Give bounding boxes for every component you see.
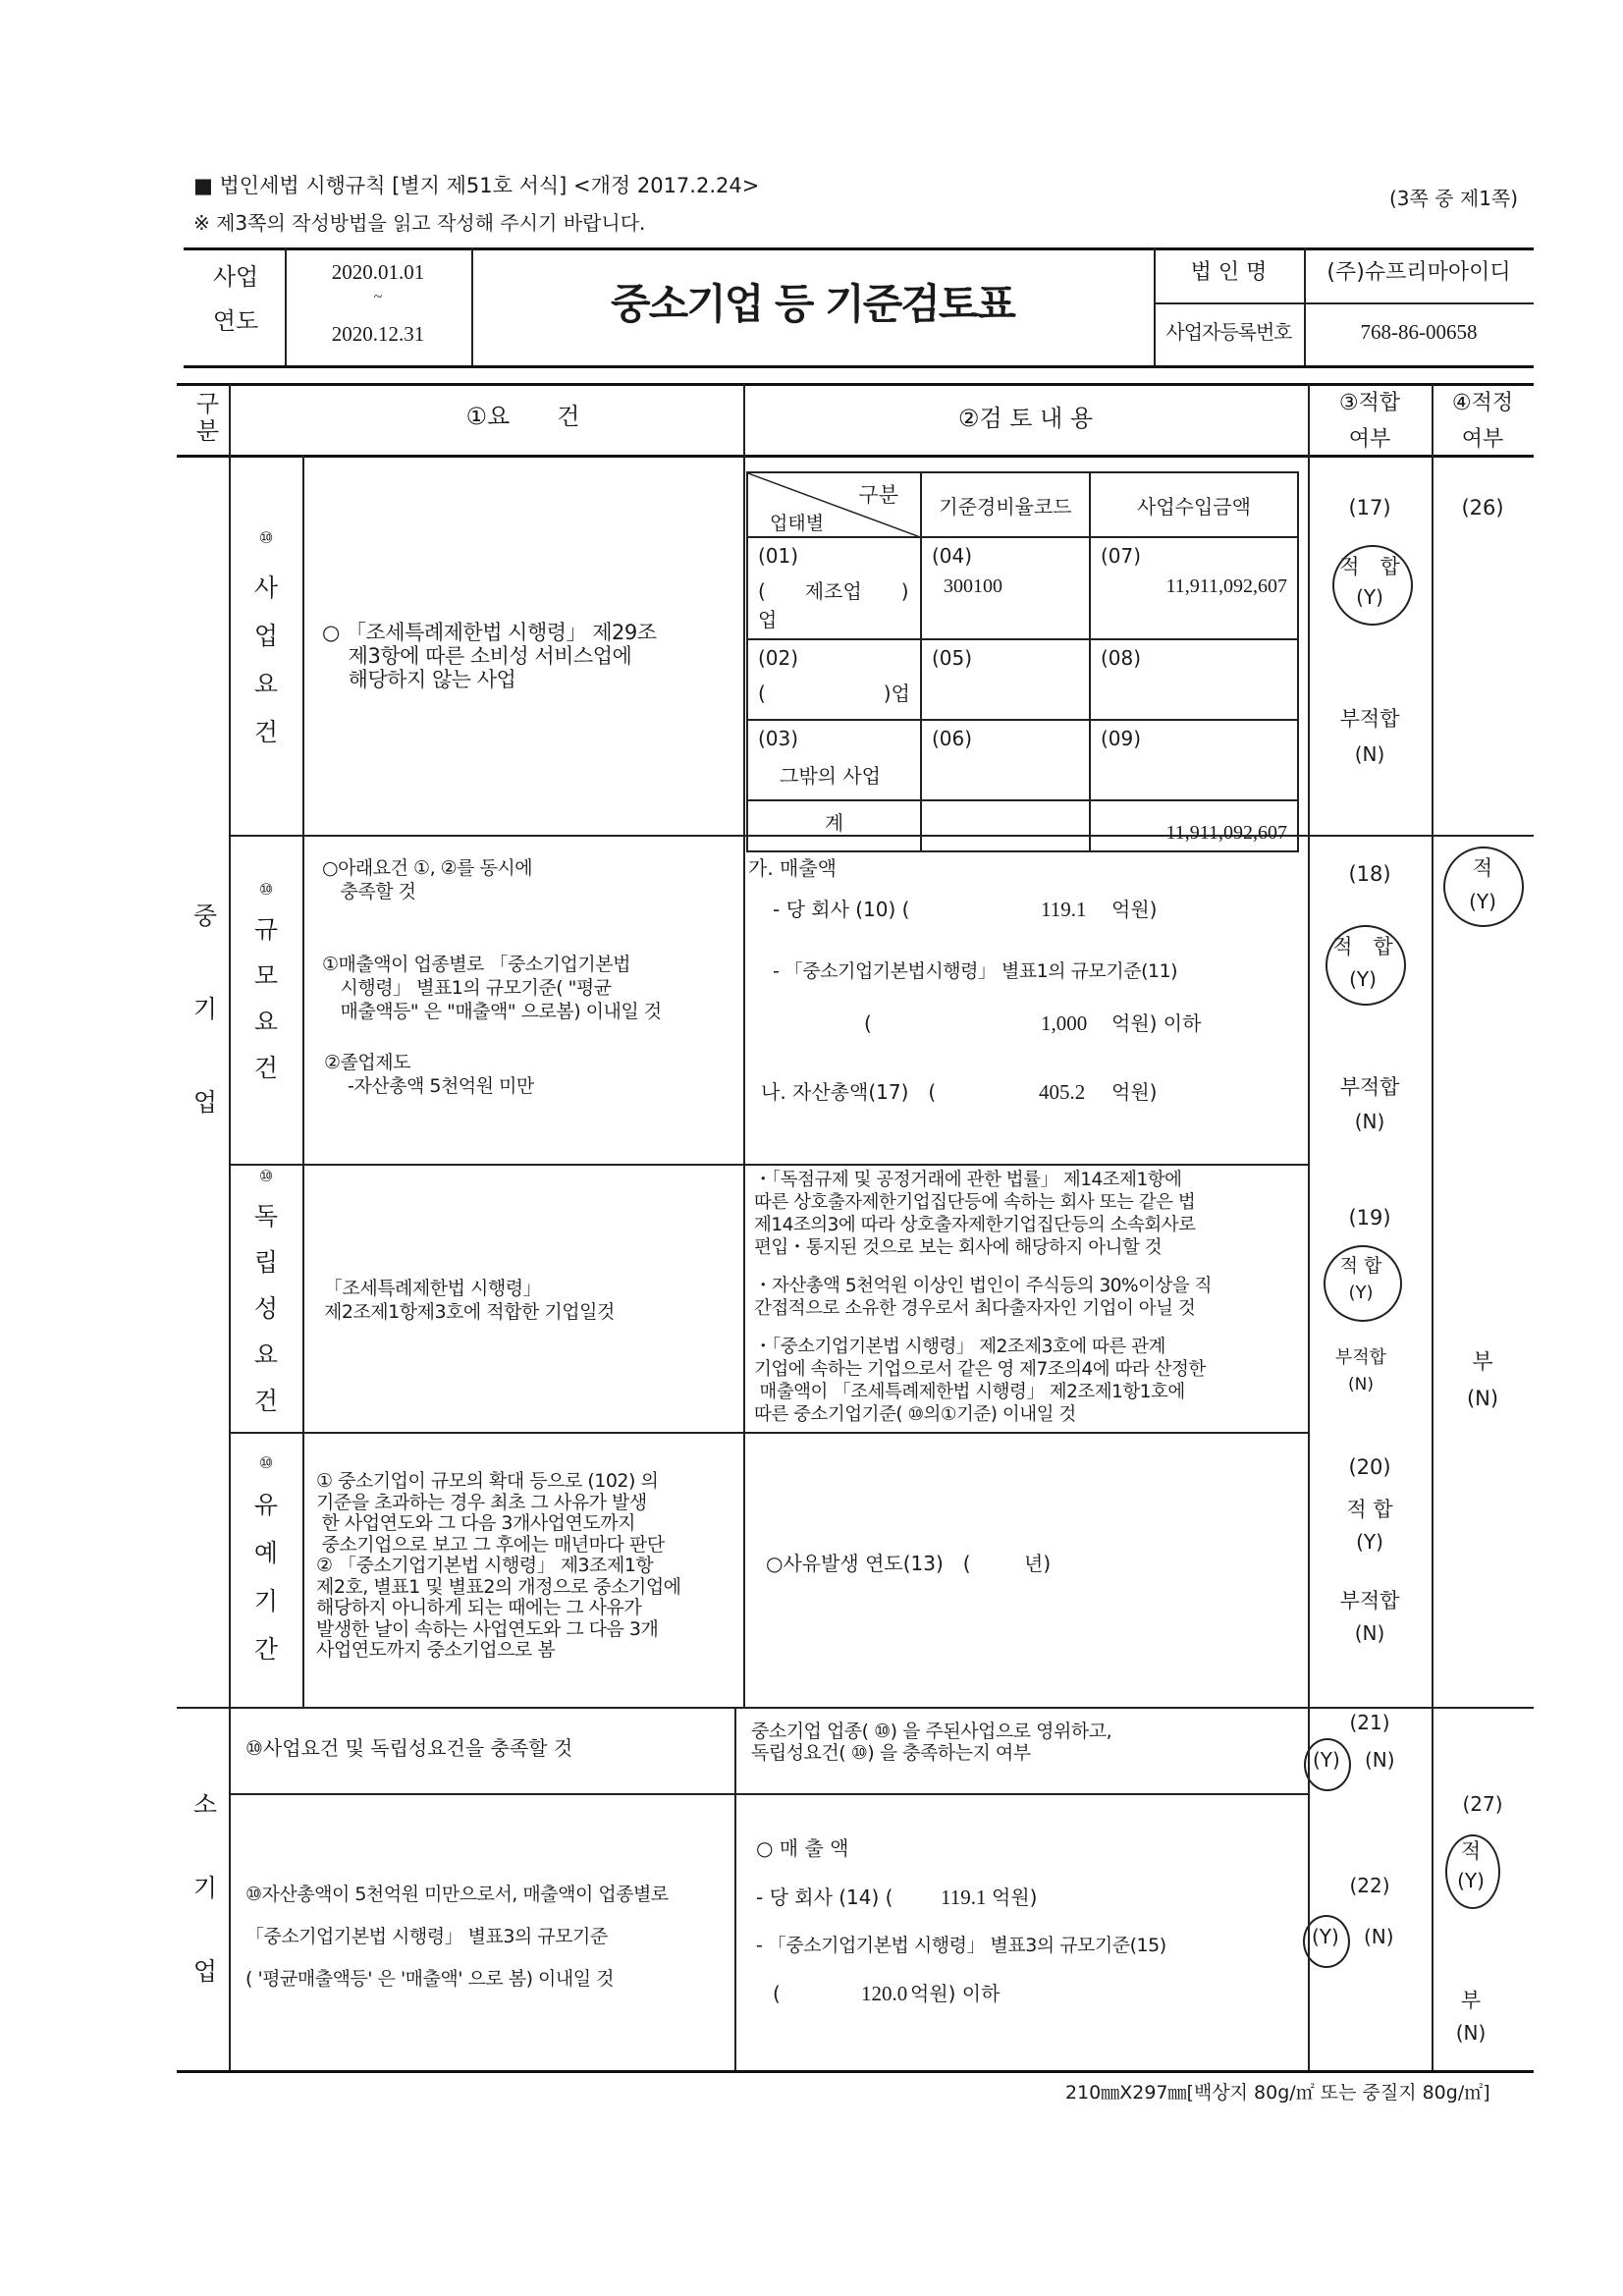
review-102-assets-label: 나. 자산총액(17) ( bbox=[761, 1080, 937, 1104]
column-header-category: 구분 bbox=[191, 391, 219, 446]
fit-no-code-19[interactable]: (N) bbox=[1348, 1375, 1374, 1394]
section-101-requirement: ○ 「조세특례제한법 시행령」 제29조 제3항에 따른 소비성 서비스업에 해당하지 않는 사업 bbox=[322, 621, 657, 691]
group-label-small: 소 기 업 bbox=[192, 1790, 218, 1986]
fit-yes-code-18[interactable]: (Y) bbox=[1349, 967, 1377, 991]
column-header-requirement: ①요 건 bbox=[465, 403, 580, 430]
proper-small-no[interactable]: 부 bbox=[1460, 1989, 1482, 2012]
review-102-criteria-value: 1,000 bbox=[1041, 1011, 1088, 1035]
review-102-criteria-unit: 억원) 이하 bbox=[1111, 1011, 1202, 1035]
review-102-company-label: - 당 회사 (10) ( bbox=[773, 898, 910, 921]
section-105-requirement: ⑩사업요건 및 독립성요건을 충족할 것 bbox=[245, 1736, 573, 1760]
column-header-proper-2: 여부 bbox=[1461, 427, 1504, 452]
col-header-code: 기준경비율코드 bbox=[921, 472, 1090, 537]
section-104-requirement: ① 중소기업이 규모의 확대 등으로 (102) 의 기준을 초과하는 경우 최초 그 사유가 발생 한 사업연도와 그 다음 3개사업연도까지 중소기업으로 보고 그 후에는 매년마다 판단 ② 「중소기업기본법 시행령」 제3조제1항 제2호, 별표1 및 별표2의 개정으로 중소기업에 해당하지 아니하게 되는 때에는 그 사유가 발생한 날이 속하는 사업연도와 그 다음 3개 사업연도까지 중소기업으로 봄 bbox=[316, 1470, 681, 1661]
instruction-note: ※ 제3쪽의 작성방법을 읽고 작성해 주시기 바랍니다. bbox=[193, 211, 646, 235]
review-102-criteria-label: - 「중소기업기본법시행령」 별표1의 규모기준(11) bbox=[773, 960, 1178, 982]
reg-no-label: 사업자등록번호 bbox=[1165, 320, 1292, 344]
fit-code-17: (17) bbox=[1348, 496, 1391, 519]
review-106-criteria-open: ( bbox=[773, 1982, 781, 2005]
section-103-review-1: ・「독점규제 및 공정거래에 관한 법률」 제14조제1항에 따른 상호출자제한기업집단등에 속하는 회사 또는 같은 법 제14조의3에 따라 상호출자제한기업집단등의 소속회사로 편입・통지된 것으로 보는 회사에 해당하지 아니할 것 bbox=[754, 1170, 1196, 1258]
diagonal-header-cell: 구분 업태별 bbox=[747, 472, 921, 537]
review-106-criteria-unit: 억원) 이하 bbox=[910, 1982, 1001, 2005]
fit-no-code-22[interactable]: (N) bbox=[1364, 1925, 1394, 1948]
table-row: (03) 그밖의 사업 (06) (09) bbox=[747, 720, 1298, 800]
section-102-req-1: ①매출액이 업종별로 「중소기업기본법 시행령」 별표1의 규모기준( "평균 매출액등" 은 "매출액" 으로봄) 이내일 것 bbox=[322, 954, 662, 1022]
corp-name-label: 법 인 명 bbox=[1190, 260, 1268, 285]
business-income-table bbox=[746, 471, 1299, 852]
fit-yes-19[interactable]: 적 합 bbox=[1339, 1255, 1382, 1277]
column-header-fit-2: 여부 bbox=[1348, 427, 1391, 452]
fit-yes-code-22[interactable]: (Y) bbox=[1312, 1925, 1339, 1948]
review-104-label: ○사유발생 연도(13) ( bbox=[766, 1552, 971, 1575]
section-103-review-3: ・「중소기업기본법 시행령」 제2조제3호에 따른 관계 기업에 속하는 기업으로서 같은 영 제7조의4에 따라 산정한 매출액이 「조세특례제한법 시행령」 제2조제1항1호에 따른 중소기업기준( ⑩의①기준) 이내일 것 bbox=[754, 1337, 1206, 1425]
proper-code-27: (27) bbox=[1462, 1792, 1503, 1816]
review-102-assets-value: 405.2 bbox=[1039, 1080, 1086, 1104]
review-106-company-label: - 당 회사 (14) ( bbox=[756, 1886, 893, 1909]
table-total-row: 계 11,911,092,607 bbox=[747, 800, 1298, 851]
fit-yes-18[interactable]: 적 합 bbox=[1332, 935, 1393, 958]
section-102-req-2: ②졸업제도 -자산총액 5천억원 미만 bbox=[324, 1052, 534, 1097]
form-reference: ■ 법인세법 시행규칙 [별지 제51호 서식] <개정 2017.2.24> bbox=[193, 174, 760, 197]
section-103-review-2: ・자산총액 5천억원 이상인 법인이 주식등의 30%이상을 직 간접적으로 소유한 경우로서 최다출자자인 기업이 아닐 것 bbox=[754, 1276, 1212, 1319]
review-102-company-value: 119.1 bbox=[1041, 898, 1087, 921]
fit-code-18: (18) bbox=[1348, 862, 1391, 886]
page-title: 중소기업 등 기준검토표 bbox=[611, 280, 1014, 328]
fit-yes-code-20[interactable]: (Y) bbox=[1356, 1530, 1383, 1554]
fit-no-code-18[interactable]: (N) bbox=[1354, 1110, 1385, 1133]
proper-medium-yes-code[interactable]: (Y) bbox=[1469, 890, 1496, 913]
period-label-2: 연도 bbox=[212, 307, 259, 335]
fit-no-19[interactable]: 부적합 bbox=[1334, 1347, 1387, 1368]
fit-no-18[interactable]: 부적합 bbox=[1339, 1075, 1400, 1099]
period-end: 2020.12.31 bbox=[331, 322, 425, 346]
period-start: 2020.01.01 bbox=[331, 260, 425, 284]
review-106-title: ○ 매 출 액 bbox=[756, 1836, 849, 1860]
review-106-unit: 억원) bbox=[992, 1886, 1038, 1909]
review-102-assets-unit: 억원) bbox=[1111, 1080, 1158, 1104]
fit-yes-17[interactable]: 적 합 bbox=[1339, 555, 1400, 578]
period-label-1: 사업 bbox=[212, 263, 259, 291]
section-101-label: ⑩ 사 업 요 건 bbox=[253, 528, 279, 746]
paper-spec: 210㎜X297㎜[백상지 80g/㎡ 또는 중질지 80g/㎡] bbox=[1065, 2082, 1490, 2104]
period-separator: ~ bbox=[373, 289, 383, 305]
column-header-review: ②검 토 내 용 bbox=[957, 405, 1094, 432]
corp-name-value: (주)슈프리마아이디 bbox=[1326, 260, 1511, 285]
fit-yes-code-17[interactable]: (Y) bbox=[1356, 585, 1383, 609]
fit-code-20: (20) bbox=[1348, 1455, 1391, 1479]
review-102-ga: 가. 매출액 bbox=[748, 856, 837, 880]
section-104-label: ⑩ 유 예 기 간 bbox=[253, 1453, 279, 1664]
column-header-proper: ④적정 bbox=[1451, 391, 1514, 415]
review-106-company-value: 119.1 bbox=[941, 1886, 987, 1909]
section-103-requirement: 「조세특례제한법 시행령」 제2조제1항제3호에 적합한 기업일것 bbox=[324, 1278, 615, 1323]
fit-no-17[interactable]: 부적합 bbox=[1339, 707, 1400, 731]
reg-no-value: 768-86-00658 bbox=[1360, 320, 1478, 344]
section-105-review: 중소기업 업종( ⑩) 을 주된사업으로 영위하고, 독립성요건( ⑩) 을 충족하는지 여부 bbox=[751, 1721, 1112, 1764]
col-header-income: 사업수입금액 bbox=[1090, 472, 1298, 537]
fit-code-19: (19) bbox=[1348, 1206, 1391, 1230]
proper-medium-yes[interactable]: 적 bbox=[1472, 856, 1493, 880]
review-104-unit: 년) bbox=[1024, 1552, 1052, 1575]
fit-yes-code-19[interactable]: (Y) bbox=[1348, 1283, 1374, 1303]
fit-code-21: (21) bbox=[1349, 1711, 1390, 1734]
group-label-medium: 중 기 업 bbox=[192, 902, 218, 1117]
fit-no-code-21[interactable]: (N) bbox=[1365, 1748, 1395, 1772]
review-106-criteria-label: - 「중소기업기본법 시행령」 별표3의 규모기준(15) bbox=[756, 1935, 1166, 1956]
section-102-intro: ○아래요건 ①, ②를 동시에 충족할 것 bbox=[322, 857, 533, 902]
fit-yes-20[interactable]: 적 합 bbox=[1346, 1498, 1393, 1521]
review-102-unit: 억원) bbox=[1111, 898, 1158, 921]
fit-yes-code-21[interactable]: (Y) bbox=[1313, 1748, 1340, 1772]
page-indicator: (3쪽 중 제1쪽) bbox=[1389, 187, 1519, 210]
proper-medium-no-code[interactable]: (N) bbox=[1466, 1387, 1499, 1410]
fit-no-20[interactable]: 부적합 bbox=[1339, 1589, 1400, 1613]
fit-no-code-17[interactable]: (N) bbox=[1354, 742, 1385, 766]
table-row: (02) ( )업 (05) (08) bbox=[747, 639, 1298, 720]
fit-code-22: (22) bbox=[1349, 1874, 1390, 1897]
section-103-label: ⑩ 독 립 성 요 건 bbox=[253, 1167, 279, 1415]
review-102-criteria-open: ( bbox=[864, 1011, 872, 1035]
review-106-criteria-value: 120.0 bbox=[861, 1982, 908, 2005]
proper-code-26: (26) bbox=[1461, 496, 1504, 519]
section-102-label: ⑩ 규 모 요 건 bbox=[253, 880, 279, 1082]
proper-small-yes[interactable]: 적 bbox=[1460, 1839, 1482, 1863]
column-header-fit: ③적합 bbox=[1338, 391, 1401, 415]
proper-small-no-code[interactable]: (N) bbox=[1455, 2021, 1487, 2045]
proper-small-yes-code[interactable]: (Y) bbox=[1457, 1869, 1485, 1892]
fit-no-code-20[interactable]: (N) bbox=[1354, 1621, 1385, 1645]
table-row: (01) ( 제조업 )업 (04) 300100 (07) 11,911,092,607 bbox=[747, 537, 1298, 639]
section-106-requirement: ⑩자산총액이 5천억원 미만으로서, 매출액이 업종별로 「중소기업기본법 시행령」 별표3의 규모기준 ( '평균매출액등' 은 '매출액' 으로 봄) 이내일 것 bbox=[245, 1884, 669, 1990]
proper-medium-no[interactable]: 부 bbox=[1472, 1350, 1493, 1375]
